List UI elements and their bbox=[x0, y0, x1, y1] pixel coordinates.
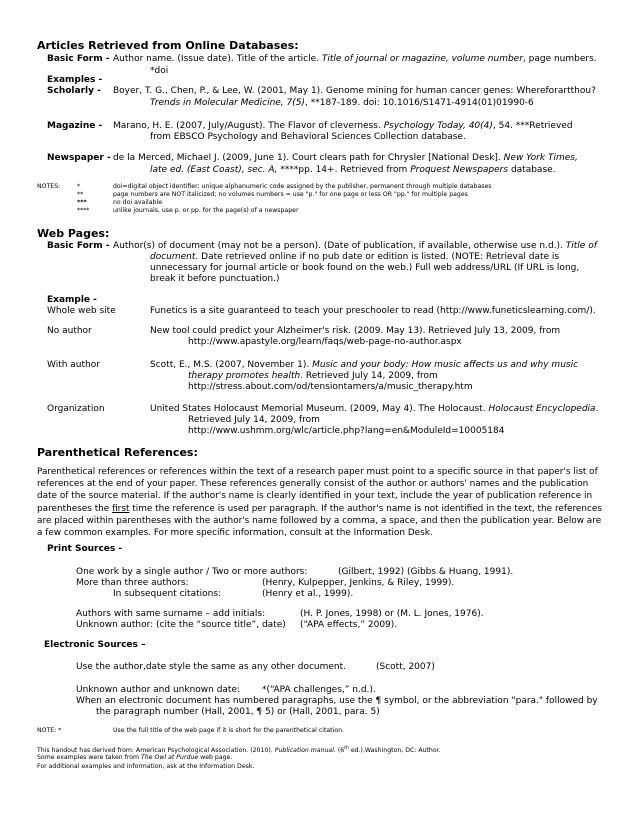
note-text: no doi available bbox=[113, 199, 163, 206]
organization-url: http://www.ushmm.org/wlc/article.php?lang=en&ModuleId=10005184 bbox=[188, 426, 505, 436]
with-author-line2: therapy promotes health. Retrieved July 14, 2009, from bbox=[188, 371, 438, 381]
print-example-label: Authors with same surname – add initials: bbox=[76, 609, 266, 619]
scholarly-citation-line1: Boyer, T. G., Chen, P., & Lee, W. (2001, May 1). Genome mining for human cancer genes: Whereforartthou? bbox=[113, 86, 596, 96]
note-text: page numbers are NOT italicized; no volumes numbers = use "p." for one page or less OR "pp." for multiple pages bbox=[113, 191, 468, 198]
examples-label: Examples - bbox=[47, 75, 103, 85]
articles-heading: Articles Retrieved from Online Databases: bbox=[37, 39, 299, 52]
organization-label: Organization bbox=[47, 404, 105, 414]
whole-site-citation: Funetics is a site guaranteed to teach your preschooler to read (http://www.funeticslearning.com/). bbox=[150, 306, 596, 316]
organization-line2: Retrieved July 14, 2009, from bbox=[188, 415, 320, 425]
electronic-sources-label: Electronic Sources – bbox=[44, 640, 146, 650]
note-mark: * bbox=[77, 183, 81, 190]
note-text: unlike journals, use p. or pp. for the page(s) of a newspaper bbox=[113, 207, 299, 214]
print-example-citation: (Gilbert, 1992) (Gibbs & Huang, 1991). bbox=[338, 567, 514, 577]
web-example-label: Example - bbox=[47, 295, 97, 305]
whole-site-label: Whole web site bbox=[47, 306, 116, 316]
electronic-example-citation: (Scott, 2007) bbox=[376, 662, 435, 672]
articles-basic-label: Basic Form - bbox=[47, 54, 110, 64]
no-author-line1: New tool could predict your Alzheimer's risk. (2009. May 13). Retrieved July 13, 2009, from bbox=[150, 326, 561, 336]
footer-source: This handout has derived from: American Psychological Association. (2010). Publication manual. (6th ed.).Washington, DC: Author. bbox=[37, 746, 441, 755]
organization-line1: United States Holocaust Memorial Museum. (2009, May 4). The Holocaust. Holocaust Encyclopedia. bbox=[150, 404, 599, 414]
web-basic-line1: Author(s) of document (may not be a person). (Date of publication, if available, otherwise use n.d.). Title of bbox=[113, 241, 597, 251]
scholarly-citation-line2: Trends in Molecular Medicine, 7(5), **187-189. doi: 10.1016/S1471-4914(01)01990-6 bbox=[150, 98, 534, 108]
note-text: Use the full title of the web page if it is short for the parenthetical citation. bbox=[113, 727, 344, 734]
note-label: NOTE: * bbox=[37, 727, 62, 734]
footer-info: For additional examples and information, ask at the Information Desk. bbox=[37, 763, 255, 770]
print-example-label: Unknown author: (cite the “source title”, date) bbox=[76, 620, 286, 630]
articles-basic-form: Author name. (Issue date). Title of the article. Title of journal or magazine, volume number, page numbers. bbox=[113, 54, 597, 64]
electronic-example-citation: *(“APA challenges,” n.d.). bbox=[262, 685, 376, 695]
print-example-label: More than three authors: bbox=[76, 578, 189, 588]
magazine-citation-line2: from EBSCO Psychology and Behavioral Sciences Collection database. bbox=[150, 132, 466, 142]
magazine-label: Magazine - bbox=[47, 121, 103, 131]
articles-basic-doi: *doi bbox=[150, 66, 169, 76]
print-example-label: One work by a single author / Two or more authors: bbox=[76, 567, 308, 577]
web-basic-line4: break it before punctuation.) bbox=[150, 274, 280, 284]
with-author-url: http://stress.about.com/od/tensiontamers/a/music_therapy.htm bbox=[188, 382, 473, 392]
newspaper-citation-line1: de la Merced, Michael J. (2009, June 1). Court clears path for Chrysler [National Desk]. New York Times, bbox=[113, 153, 578, 163]
notes-label: NOTES: bbox=[37, 183, 61, 190]
electronic-example-label: Use the author,date style the same as any other document. bbox=[76, 662, 346, 672]
magazine-citation-line1: Marano, H. E. (2007, July/August). The Flavor of cleverness. Psychology Today, 40(4), 54. ***Retrieved bbox=[113, 121, 573, 131]
print-sources-label: Print Sources - bbox=[47, 544, 123, 554]
electronic-example-label: Unknown author and unknown date: bbox=[76, 685, 241, 695]
note-mark: **** bbox=[77, 207, 90, 214]
web-basic-line2: document. Date retrieved online if no pub date or edition is listed. (NOTE: Retrieval date is bbox=[150, 252, 560, 262]
web-heading: Web Pages: bbox=[37, 227, 110, 240]
paragraph-citation-line2: the paragraph number (Hall, 2001, ¶ 5) or (Hall, 2001, para. 5) bbox=[96, 707, 380, 717]
web-basic-line3: unnecessary for journal article or book found on the web.) Full web address/URL (If URL is long, bbox=[150, 263, 580, 273]
print-example-citation: (Henry, Kulpepper, Jenkins, & Riley, 1999). bbox=[262, 578, 455, 588]
footer-owl: Some examples were taken from The Owl at Purdue web page. bbox=[37, 754, 233, 761]
parenthetical-heading: Parenthetical References: bbox=[37, 446, 198, 459]
no-author-url: http://www.apastyle.org/learn/faqs/web-page-no-author.aspx bbox=[188, 337, 462, 347]
print-example-label: In subsequent citations: bbox=[113, 589, 222, 599]
parenthetical-paragraph: Parenthetical references or references within the text of a research paper must point to a specific source in that paper's list of references at the end of your paper. These references generally consist of the author or authors' names and the publication date of the source material. If the author's name is clearly identified in your text, include the year of publication reference in parentheses the first time the reference is used per paragraph. If the author's name is not identified in the text, the references are placed within parentheses with the author's name followed by a comma, a space, and then the publication year. Below are a few common examples. For more specific information, consult at the Information Desk. bbox=[37, 467, 602, 539]
with-author-line1: Scott, E., M.S. (2007, November 1). Music and your body: How music affects us and why music bbox=[150, 360, 579, 370]
web-basic-label: Basic Form - bbox=[47, 241, 110, 251]
note-text: doi=digital object identifier; unique alphanumeric code assigned by the publisher, permanent through multiple databases bbox=[113, 183, 492, 190]
print-example-citation: (“APA effects,” 2009). bbox=[300, 620, 398, 630]
scholarly-label: Scholarly - bbox=[47, 86, 101, 96]
note-mark: ** bbox=[77, 191, 84, 198]
print-example-citation: (H. P. Jones, 1998) or (M. L. Jones, 1976). bbox=[300, 609, 484, 619]
newspaper-label: Newspaper - bbox=[47, 153, 111, 163]
note-mark: *** bbox=[77, 199, 87, 206]
print-example-citation: (Henry et al., 1999). bbox=[262, 589, 354, 599]
paragraph-citation-line1: When an electronic document has numbered paragraphs, use the ¶ symbol, or the abbreviation "para." followed by bbox=[76, 696, 598, 706]
with-author-label: With author bbox=[47, 360, 100, 370]
no-author-label: No author bbox=[47, 326, 92, 336]
newspaper-citation-line2: late ed. (East Coast), sec. A, ****pp. 14+. Retrieved from Proquest Newspapers database. bbox=[150, 165, 556, 175]
